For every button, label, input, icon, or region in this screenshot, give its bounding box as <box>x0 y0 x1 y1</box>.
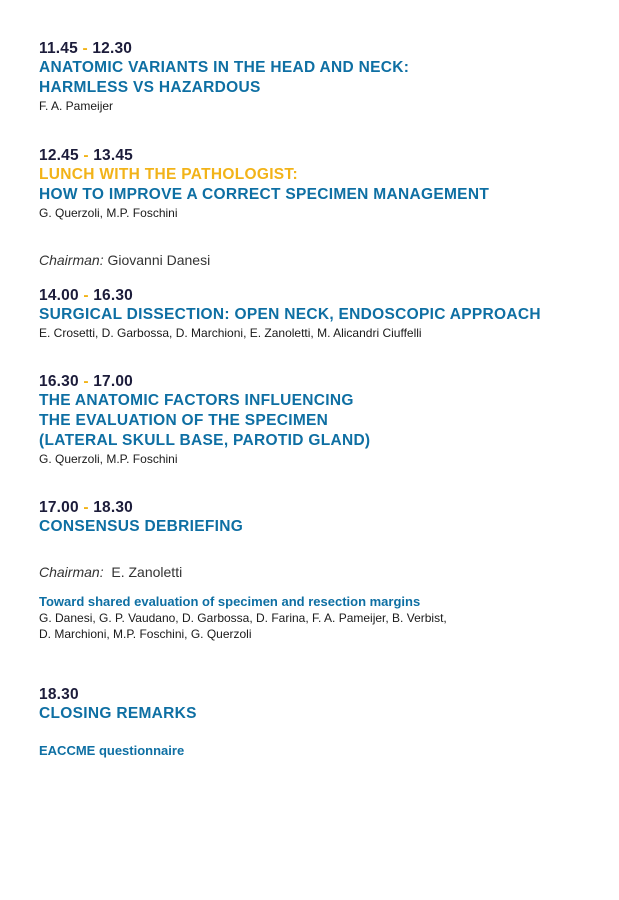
session-time: 14.00 - 16.30 <box>39 287 133 304</box>
closing-session <box>39 686 609 724</box>
session-4 <box>39 373 609 467</box>
session-title: THE ANATOMIC FACTORS INFLUENCING <box>39 392 354 409</box>
session-time: 17.00 - 18.30 <box>39 499 133 516</box>
session-speakers: E. Crosetti, D. Garbossa, D. Marchioni, E. Zanoletti, M. Alicandri Ciuffelli <box>39 326 422 340</box>
session-3 <box>39 287 609 341</box>
session-1 <box>39 40 609 114</box>
shared-title: Toward shared evaluation of specimen and resection margins <box>39 594 421 609</box>
chairman-name: E. Zanoletti <box>111 564 183 580</box>
session-title: CONSENSUS DEBRIEFING <box>39 518 244 535</box>
session-title: (LATERAL SKULL BASE, PAROTID GLAND) <box>39 432 371 449</box>
chairman-name: Giovanni Danesi <box>107 252 211 268</box>
session-time: 11.45 - 12.30 <box>39 40 133 57</box>
chairman-line <box>39 251 609 269</box>
closing-time: 18.30 <box>39 686 79 703</box>
session-highlight: LUNCH WITH THE PATHOLOGIST: <box>39 166 298 183</box>
session-title: HOW TO IMPROVE A CORRECT SPECIMEN MANAGEMENT <box>39 186 490 203</box>
shared-speakers: D. Marchioni, M.P. Foschini, G. Querzoli <box>39 627 252 641</box>
chairman-line <box>39 563 609 581</box>
session-title: SURGICAL DISSECTION: OPEN NECK, ENDOSCOPIC APPROACH <box>39 306 541 323</box>
questionnaire: EACCME questionnaire <box>39 743 185 758</box>
closing-title: CLOSING REMARKS <box>39 705 197 722</box>
chairman-label: Chairman: <box>39 564 104 580</box>
program-page <box>39 38 609 759</box>
session-title: HARMLESS VS HAZARDOUS <box>39 79 261 96</box>
session-time: 16.30 - 17.00 <box>39 373 133 390</box>
session-speakers: F. A. Pameijer <box>39 99 114 113</box>
session-title: ANATOMIC VARIANTS IN THE HEAD AND NECK: <box>39 59 410 76</box>
shared-evaluation <box>39 593 609 642</box>
session-title: THE EVALUATION OF THE SPECIMEN <box>39 412 329 429</box>
session-time: 12.45 - 13.45 <box>39 147 133 164</box>
shared-speakers: G. Danesi, G. P. Vaudano, D. Garbossa, D. Farina, F. A. Pameijer, B. Verbist, <box>39 611 447 625</box>
session-speakers: G. Querzoli, M.P. Foschini <box>39 452 178 466</box>
session-2 <box>39 147 609 221</box>
session-speakers: G. Querzoli, M.P. Foschini <box>39 206 178 220</box>
chairman-label: Chairman: <box>39 252 104 268</box>
session-5 <box>39 499 609 537</box>
